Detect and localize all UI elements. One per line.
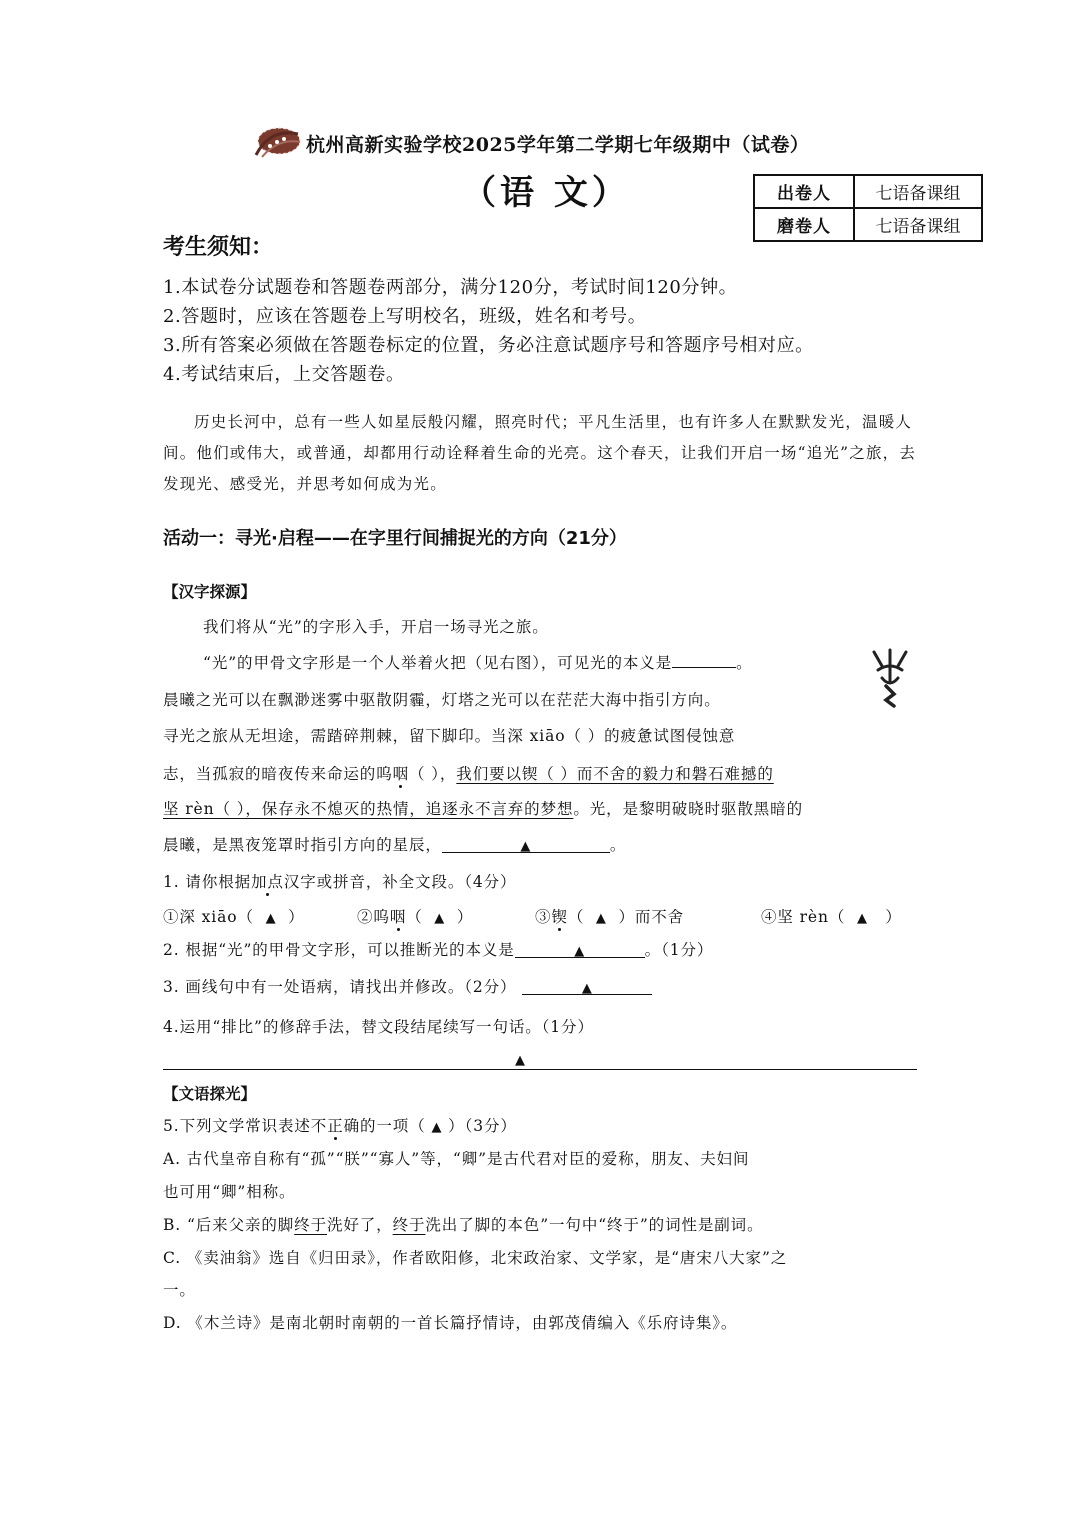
table-row <box>754 208 982 241</box>
notice-rule-4: 4.考试结束后，上交答题卷。 <box>163 364 405 385</box>
passage-line-5 <box>163 762 774 784</box>
passage-text: 。光，是黎明破晓时驱散黑暗的 <box>573 800 803 818</box>
dotted-char: 锲 <box>551 908 568 926</box>
notice-title: 考生须知： <box>163 235 274 260</box>
answer-line-marker <box>515 1049 525 1068</box>
answer-blank <box>515 941 645 958</box>
question-text: 5.下列文学常识表述 <box>163 1117 311 1135</box>
triangle-marker: ▲ <box>515 1053 525 1068</box>
underlined-word: 终于 <box>392 1216 426 1234</box>
item-label: ②呜 <box>357 908 390 926</box>
passage-text: 志，当孤寂的暗夜传来命运的呜 <box>163 765 393 783</box>
passage-line-4: 寻光之旅从无坦途，需踏碎荆棘，留下脚印。当深 xiāo（ ）的疲惫试图侵蚀意 <box>163 727 736 745</box>
author-key: 出卷人 <box>754 175 854 208</box>
item-label: ）而不舍 <box>618 908 685 926</box>
section-hanzi: 【汉字探源】 <box>163 583 257 601</box>
question-4: 4.运用“排比”的修辞手法，替文段结尾续写一句话。（1分） <box>163 1018 594 1036</box>
triangle-marker: ▲ <box>856 911 868 926</box>
passage-text: 。 <box>609 836 627 854</box>
option-c-line-1: C. 《卖油翁》选自《归田录》，作者欧阳修，北宋政治家、文学家，是“唐宋八大家”之 <box>163 1249 788 1267</box>
passage-line-3: 晨曦之光可以在飘渺迷雾中驱散阴霾，灯塔之光可以在茫茫大海中指引方向。 <box>163 691 721 709</box>
item-label: （ <box>406 908 423 926</box>
answer-blank <box>522 978 652 995</box>
question-1 <box>163 870 516 892</box>
notice-rule-1: 1.本试卷分试题卷和答题卷两部分，满分120分，考试时间120分钟。 <box>163 277 738 298</box>
dotted-text: 加点 <box>251 873 284 891</box>
exam-title: 杭州高新实验学校2025学年第二学期七年级期中（试卷） <box>306 134 810 156</box>
item-label: ①深 xiāo（ <box>163 908 254 926</box>
triangle-marker: ▲ <box>434 911 446 926</box>
option-text: B. “后来父亲的脚 <box>163 1216 295 1234</box>
option-c-line-2: 一。 <box>163 1281 196 1299</box>
item-label: （ <box>567 908 585 926</box>
option-a-line-1: A. 古代皇帝自称有“孤”“朕”“寡人”等，“卿”是古代君对臣的爱称，朋友、夫妇间 <box>163 1150 750 1168</box>
underlined-word: 终于 <box>294 1216 327 1234</box>
subject-title: （语 文） <box>462 173 630 213</box>
q1-item-1 <box>163 905 357 927</box>
passage-line-6 <box>163 797 803 819</box>
passage-text: 。 <box>736 654 753 672</box>
dotted-char: 咽 <box>389 908 407 926</box>
option-text: 洗好了， <box>326 1216 393 1234</box>
triangle-marker: ▲ <box>574 944 586 959</box>
author-value: 七语备课组 <box>854 175 982 208</box>
item-label: ） <box>885 908 902 926</box>
passage-line-2 <box>203 651 753 673</box>
question-2 <box>163 938 713 960</box>
question-1-items <box>163 905 902 927</box>
intro-paragraph <box>163 407 923 500</box>
answer-line <box>163 1069 917 1070</box>
question-text <box>251 873 284 891</box>
triangle-marker: ▲ <box>265 911 277 926</box>
item-label: ） <box>288 908 305 926</box>
passage-line-7 <box>163 833 626 855</box>
question-text: 。（1分） <box>644 941 714 959</box>
question-text: 的一项（ <box>360 1117 432 1135</box>
dotted-char: 咽 <box>392 765 410 783</box>
option-text: 洗出了脚的本色”一句中“终于”的词性是副词。 <box>425 1216 764 1234</box>
item-label: ③ <box>535 908 552 926</box>
triangle-marker: ▲ <box>520 839 532 854</box>
option-d: D. 《木兰诗》是南北朝时南朝的一首长篇抒情诗，由郭茂倩编入《乐府诗集》。 <box>163 1314 738 1332</box>
question-text: 1. 请你根据 <box>163 873 252 891</box>
question-5 <box>163 1114 517 1136</box>
question-3 <box>163 975 652 997</box>
reviewer-value: 七语备课组 <box>854 208 982 241</box>
passage-text: （ ）， <box>409 765 457 783</box>
notice-rule-2: 2.答题时，应该在答题卷上写明校名，班级，姓名和考号。 <box>163 306 647 327</box>
intro-text: 历史长河中，总有一些人如星辰般闪耀，照亮时代；平凡生活里，也有许多人在默默发光，温暖人间。他们或伟大，或普通，却都用行动诠释着生命的光亮。这个春天，让我们开启一场“追光”之旅，去发现光、感受光，并思考如何成为光。 <box>163 413 917 493</box>
school-logo-icon <box>252 124 302 162</box>
dotted-text: 不正确 <box>310 1117 360 1135</box>
question-text: ）（3分） <box>442 1117 517 1135</box>
item-label: ） <box>456 908 474 926</box>
reviewer-key: 磨卷人 <box>754 208 854 241</box>
q1-item-4 <box>761 905 902 927</box>
answer-blank <box>442 836 610 853</box>
triangle-marker: ▲ <box>431 1120 443 1135</box>
item-label: ④坚 rèn（ <box>761 908 846 926</box>
option-a-line-2: 也可用“卿”相称。 <box>163 1183 296 1201</box>
underlined-sentence: 坚 rèn（ ），保存永不熄灭的热情，追逐永不言弃的梦想 <box>163 800 574 818</box>
author-table <box>753 174 983 242</box>
question-text: 2. 根据“光”的甲骨文字形，可以推断光的本义是 <box>163 941 515 959</box>
answer-blank <box>672 651 736 668</box>
triangle-marker: ▲ <box>581 981 593 996</box>
q1-item-2 <box>357 905 535 927</box>
triangle-marker: ▲ <box>595 911 607 926</box>
passage-line-1: 我们将从“光”的字形入手，开启一场寻光之旅。 <box>203 618 549 636</box>
section-wenyu: 【文语探光】 <box>163 1085 257 1103</box>
passage-text: “光”的甲骨文字形是一个人举着火把（见右图），可见光的本义是 <box>203 654 673 672</box>
q1-item-3 <box>535 905 761 927</box>
underlined-sentence: 我们要以锲（ ）而不舍的毅力和磐石难撼的 <box>456 765 774 783</box>
question-text: 3. 画线句中有一处语病，请找出并修改。（2分） <box>163 978 517 996</box>
notice-rule-3: 3.所有答案必须做在答题卷标定的位置，务必注意试题序号和答题序号相对应。 <box>163 335 814 356</box>
oracle-bone-guang-glyph-icon <box>868 648 914 710</box>
option-b <box>163 1213 763 1235</box>
table-row <box>754 175 982 208</box>
question-text: 汉字或拼音，补全文段。（4分） <box>283 873 517 891</box>
passage-text: 晨曦，是黑夜笼罩时指引方向的星辰， <box>163 836 442 854</box>
activity-1-title: 活动一：寻光·启程——在字里行间捕捉光的方向（21分） <box>163 528 627 549</box>
